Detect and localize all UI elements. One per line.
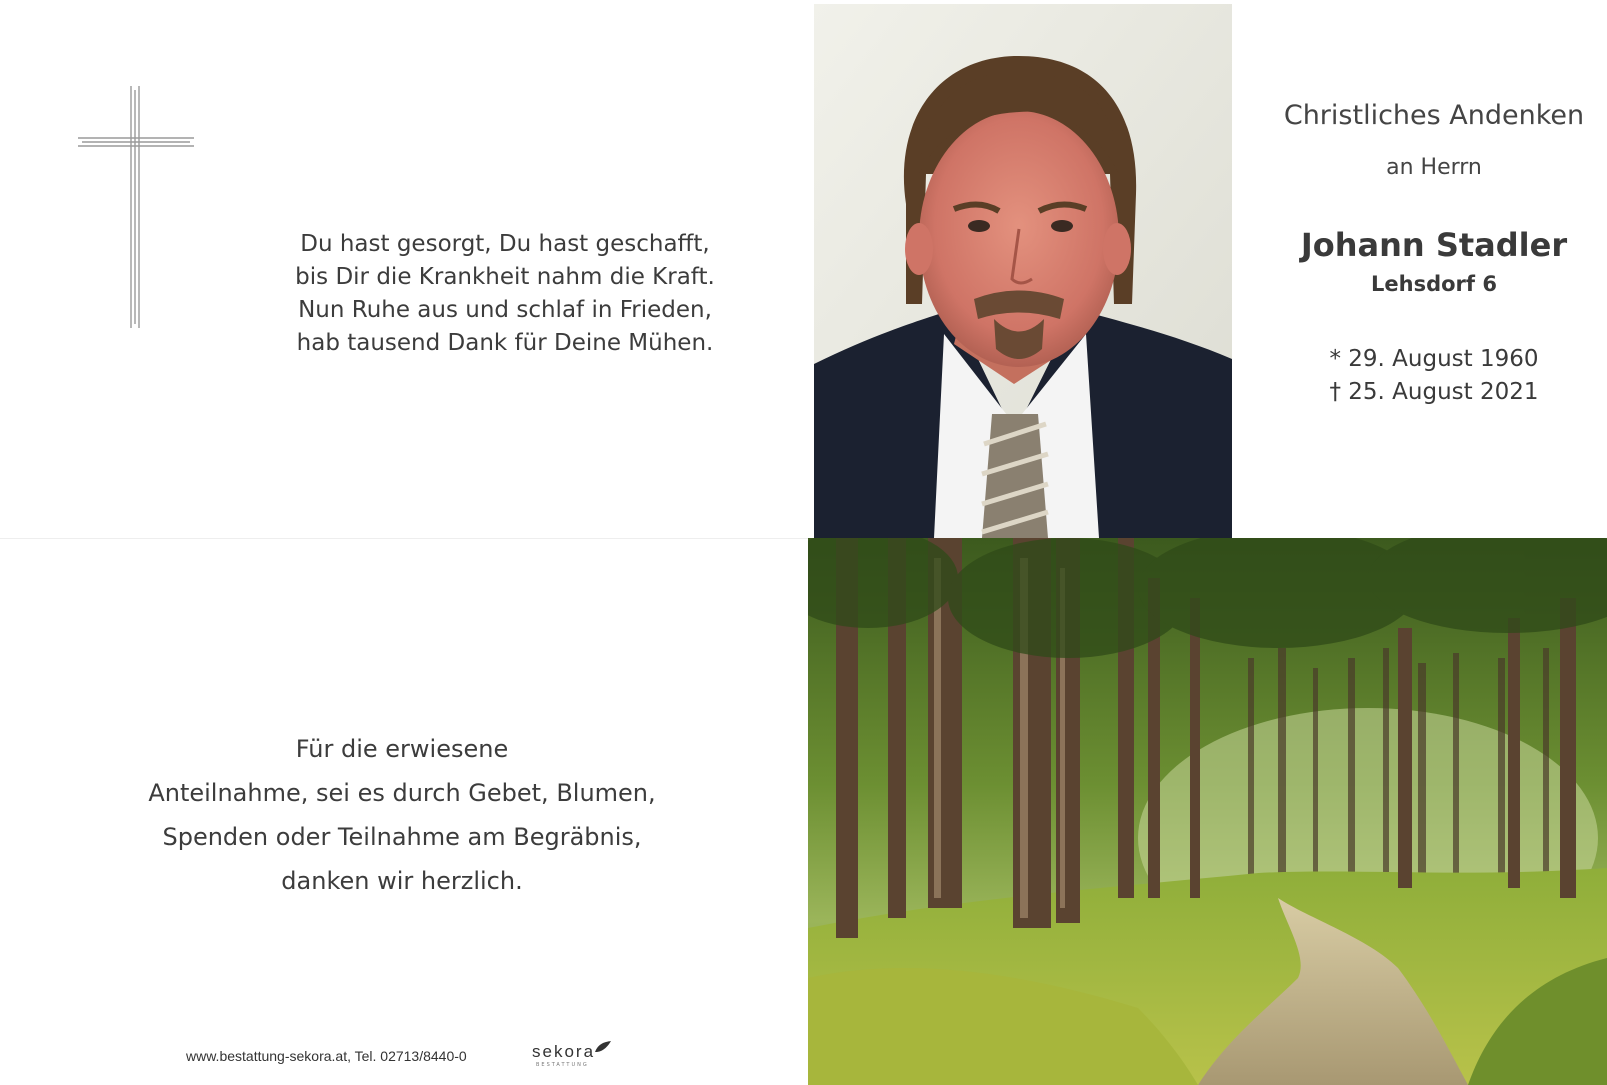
thanks-line: Anteilnahme, sei es durch Gebet, Blumen, <box>148 779 656 807</box>
thanks-line: danken wir herzlich. <box>281 867 523 895</box>
thanks-line: Für die erwiesene <box>295 735 509 763</box>
memorial-heading: Christliches Andenken <box>1283 100 1585 131</box>
poem-line: bis Dir die Krankheit nahm die Kraft. <box>295 264 715 290</box>
logo-subtext: BESTATTUNG <box>536 1062 589 1068</box>
thanks-line: Spenden oder Teilnahme am Begräbnis, <box>162 823 642 851</box>
death-date: † 25. August 2021 <box>1329 379 1539 405</box>
poem-line: hab tausend Dank für Deine Mühen. <box>296 330 714 356</box>
portrait-photo <box>814 4 1232 538</box>
poem <box>270 228 740 360</box>
deceased-address: Lehsdorf 6 <box>1371 272 1497 296</box>
leaf-icon <box>594 1040 612 1054</box>
sekora-logo <box>532 1042 612 1070</box>
deceased-name: Johann Stadler <box>1300 226 1568 264</box>
thanks-text <box>100 727 704 903</box>
poem-line: Du hast gesorgt, Du hast geschafft, <box>300 231 710 257</box>
memorial-subheading: an Herrn <box>1386 155 1482 180</box>
birth-date: * 29. August 1960 <box>1329 346 1539 372</box>
fold-line <box>0 538 808 539</box>
logo-text: sekora <box>532 1042 596 1061</box>
poem-line: Nun Ruhe aus und schlaf in Frieden, <box>298 297 712 323</box>
footer-contact: www.bestattung-sekora.at, Tel. 02713/8440-0 <box>186 1048 467 1064</box>
cross-icon <box>78 86 194 328</box>
forest-photo <box>808 538 1607 1085</box>
